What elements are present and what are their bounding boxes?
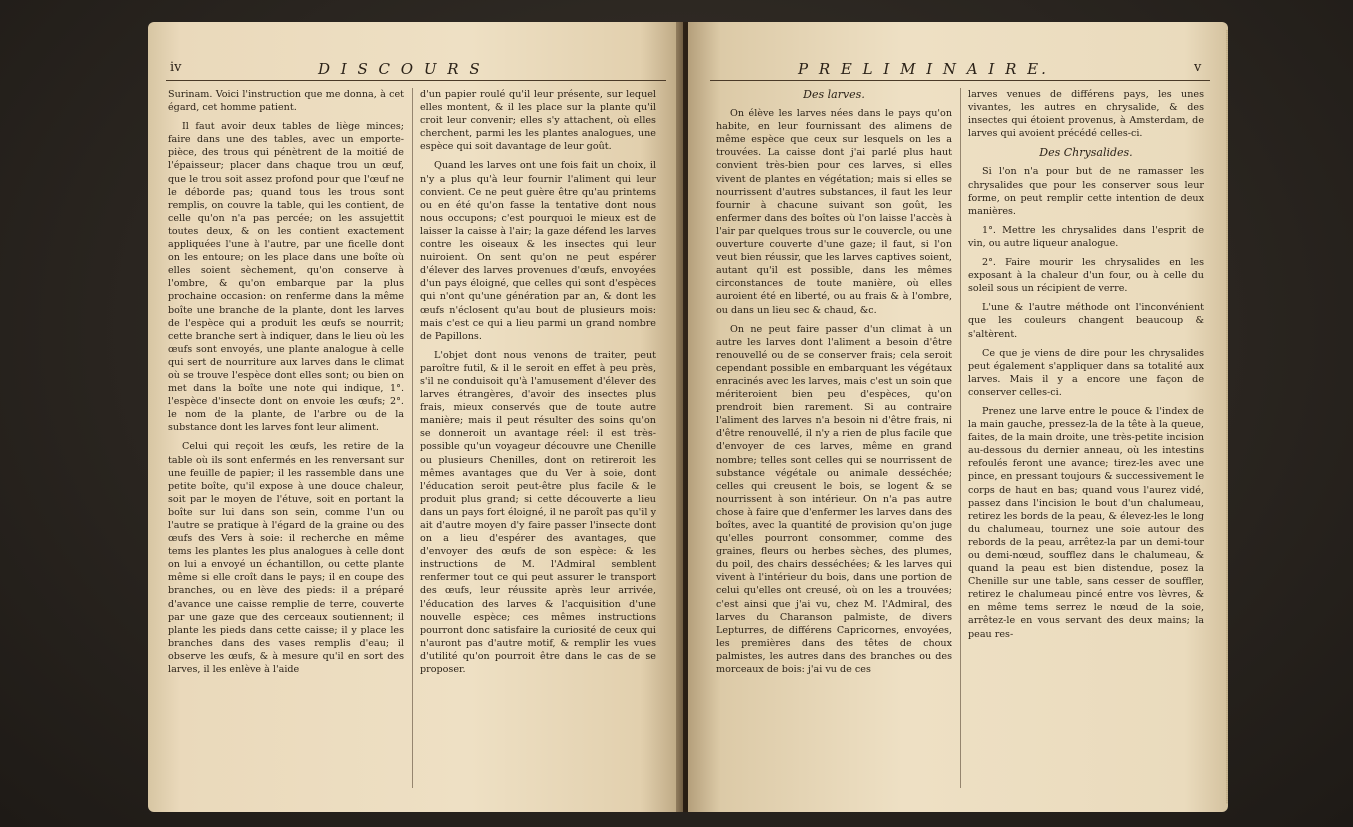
paragraph: Ce que je viens de dire pour les chrysalides peut également s'appliquer dans sa totalité aux larves. Mais il y a encore une façon de conserver celles-ci. — [968, 347, 1204, 398]
column-divider — [412, 88, 413, 788]
paragraph: Surinam. Voici l'instruction que me donna, à cet égard, cet homme patient. — [168, 89, 404, 114]
paragraph: Quand les larves ont une fois fait un choix, il n'y a plus qu'à leur fournir l'aliment qui leur convient. Ce ne peut guère être qu'au printems ou en été qu'on fasse la tentative dont nous nous occupons; c'est pourquoi le mieux est de laisser la caisse à l'air; la gaze défend les larves contre les oiseaux & les insectes qui leur nuiroient. On sent qu'on ne peut espérer d'élever des larves provenues d'œufs, envoyées d'un pays éloigné, que celles qui sont d'espèces qui n'ont qu'une génération par an, & dont les œufs n'éclosent qu'au bout de plusieurs mois: mais c'est ce qui a lieu parmi un grand nombre de Papillons. — [420, 160, 656, 342]
right-column-1 — [716, 88, 952, 682]
left-page-number: iv — [170, 60, 182, 75]
paragraph: On ne peut faire passer d'un climat à un autre les larves dont l'aliment a besoin d'être renouvellé ou de se conserver frais; cela seroit cependant possible en embarquant les végétaux enracinés avec les larves, mais c'est un soin que mériteroient bien peu d'espèces, qu'on prendroit bien rarement. Si au contraire l'aliment des larves n'a besoin ni d'être frais, ni d'être renouvellé, il n'y a rien de plus facile que d'envoyer de ces larves, même en grand nombre; telles sont celles qui se nourrissent de substance végétale ou animale desséchée; celles qui creusent le bois, se logent & se nourrissent à son intérieur. On n'a pas autre chose à faire que d'enfermer les larves dans des boîtes, avec la quantité de provision qu'on juge qu'elles pourront consommer, comme des graines, fleurs ou herbes sèches, des plumes, du poil, des chairs desséchées; & les larves qui vivent à l'intérieur du bois, dans une portion de celui qu'elles ont creusé, où on les a trouvées; c'est ainsi que j'ai vu, chez M. l'Admiral, des larves du Charanson palmiste, de divers Lepturres, de différens Capricornes, envoyées, les premières dans des têtes de choux palmistes, les autres dans des branches ou des morceaux de bois: j'ai vu de ces — [716, 323, 952, 676]
left-head-rule — [166, 80, 666, 81]
right-column-2 — [968, 88, 1204, 647]
right-page-number: v — [1194, 60, 1202, 75]
left-column-1 — [168, 88, 404, 682]
paragraph: L'objet dont nous venons de traiter, peut paroître futil, & il le seroit en effet à peu près, s'il ne conduisoit qu'à l'amusement d'élever des larves étrangères, d'avoir des insectes plus frais, mieux conservés que de toute autre manière; mais il peut résulter des soins qu'on se donneroit un avantage réel: il est très-possible qu'un voyageur découvre une Chenille ou plusieurs Chenilles, dont on retireroit les mêmes avantages que du Ver à soie, dont l'éducation seroit peut-être plus facile & le produit plus grand; si cette découverte a lieu dans un pays fort éloigné, il ne paroît pas qu'il y ait d'autre moyen d'y faire passer l'insecte dont on a lieu d'espérer des avantages, que d'envoyer des œufs de son espèce: & les instructions de M. l'Admiral semblent renfermer tout ce qui peut assurer le transport des œufs, leur réussite après leur arrivée, l'éducation des larves & l'acquisition d'une nouvelle espèce; ces mêmes instructions pourront donc satisfaire la curiosité de ceux qui n'auront pas d'autre motif, & remplir les vues d'utilité qu'on pourroit être dans le cas de se proposer. — [420, 349, 656, 676]
open-book — [148, 22, 1228, 812]
paragraph: L'une & l'autre méthode ont l'inconvénient que les couleurs changent beaucoup & s'altèrent. — [968, 302, 1204, 340]
paragraph: d'un papier roulé qu'il leur présente, sur lequel elles montent, & il les place sur la plante qu'il croit leur convenir; elles s'y attachent, où elles cherchent, parmi les les plantes analogues, une espèce qui soit davantage de leur goût. — [420, 89, 656, 153]
section-heading-chrysalides: Des Chrysalides. — [1039, 146, 1133, 160]
paragraph: On élève les larves nées dans le pays qu'on habite, en leur fournissant des alimens de même espèce que ceux sur lesquels on les a trouvées. La caisse dont j'ai parlé plus haut convient très-bien pour ces larves, si elles vivent de plantes en végétation; mais si elles se nourrissent d'autres substances, il faut les leur fournir à chacune suivant son goût, les enfermer dans des boîtes où l'on laisse l'accès à l'air par quelques trous sur le couvercle, ou une ouverture couverte d'une gaze; il faut, si l'on veut bien réussir, que les larves captives soient, autant qu'il est possible, dans les mêmes circonstances de toute manière, où elles auroient été en liberté, ou au frais & à l'ombre, ou dans un lieu sec & chaud, &c. — [716, 108, 952, 316]
left-column-2 — [420, 88, 656, 682]
paragraph: 2°. Faire mourir les chrysalides en les exposant à la chaleur d'un four, ou à celle du soleil sous un récipient de verre. — [968, 257, 1204, 295]
right-head-rule — [710, 80, 1210, 81]
paragraph: Celui qui reçoit les œufs, les retire de la table où ils sont enfermés en les renversant sur une feuille de papier; il les rassemble dans une petite boîte, qu'il expose à une douce chaleur, soit par le moyen de l'étuve, soit en portant la boîte sur lui dans son sein, comme l'un ou l'autre se pratique à l'égard de la graine ou des œufs des Vers à soie: il recherche en même tems les plantes les plus analogues à celle dont on lui a envoyé un échantillon, ou cette plante même si elle croît dans le pays; il en coupe des branches, ou en lève des pieds: il a préparé d'avance une caisse remplie de terre, couverte par une gaze que des cerceaux soutiennent; il plante les pieds dans cette caisse; il y place les branches dans des vases remplis d'eau; il observe les œufs, & à mesure qu'il en sort des larves, il les enlève à l'aide — [168, 441, 404, 676]
left-running-head: D I S C O U R S — [318, 60, 483, 78]
paragraph: larves venues de différens pays, les unes vivantes, les autres en chrysalide, & des insectes qui étoient provenus, à Amsterdam, de larves qui avoient précédé celles-ci. — [968, 89, 1204, 140]
paragraph: Il faut avoir deux tables de liège minces; faire dans une des tables, avec un emporte-pièce, des trous qui pénètrent de la moitié de l'épaisseur; placer dans chaque trou un œuf, que le trou soit assez profond pour que l'œuf ne le déborde pas; quand tous les trous sont remplis, on couvre la table, qui les contient, de celle qu'on n'a pas percée; on les assujettit toutes deux, & on les contient exactement appliquées l'une à l'autre, par une ficelle dont on les entoure; on les place dans une boîte où elles soient sèchement, qu'on conserve à l'ombre, & qu'on embarque par la plus prochaine occasion: on renferme dans la même boîte une branche de la plante, dont les larves de l'espèce qui a produit les œufs se nourrit; cette branche sert à indiquer, dans le lieu où les œufs sont envoyés, une plante analogue à celle qui sert de nourriture aux larves dans le climat où se trouve l'espèce dont elles sont; ou bien on met dans la boîte une note qui indique, 1°. l'espèce d'insecte dont on envoie les œufs; 2°. le nom de la plante, de l'arbre ou de la substance dont les larves font leur aliment. — [168, 121, 404, 434]
right-page — [688, 22, 1228, 812]
column-divider — [960, 88, 961, 788]
left-page — [148, 22, 683, 812]
page-edges — [1226, 30, 1228, 804]
paragraph: 1°. Mettre les chrysalides dans l'esprit de vin, ou autre liqueur analogue. — [968, 224, 1204, 249]
paragraph: Si l'on n'a pour but de ne ramasser les chrysalides que pour les conserver sous leur forme, on peut remplir cette intention de deux manières. — [968, 166, 1204, 217]
section-heading-larves: Des larves. — [803, 88, 865, 101]
paragraph: Prenez une larve entre le pouce & l'index de la main gauche, pressez-la de la tête à la queue, faites, de la main droite, une très-petite incision au-dessous du dernier anneau, où les intestins refoulés feront une avance; tirez-les avec une pince, en pressant toujours & successivement le corps de haut en bas; quand vous l'aurez vidé, passez dans l'incision le bout d'un chalumeau, retirez les bords de la peau, & élevez-les le long du chalumeau, tournez une soie autour des rebords de la peau, arrêtez-la par un demi-tour ou demi-nœud, soufflez dans le chalumeau, & quand la peau est bien distendue, posez la Chenille sur une table, sans cesser de souffler, retirez le chalumeau pincé entre vos lèvres, & en même tems serrez le nœud de la soie, arrêtez-le en vous servant des deux mains; la peau res- — [968, 405, 1204, 640]
right-running-head: P R E L I M I N A I R E. — [798, 60, 1049, 78]
